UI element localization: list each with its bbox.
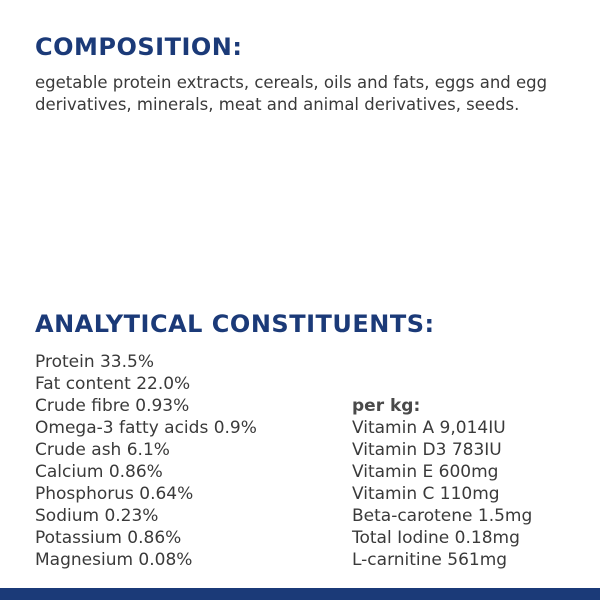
constituent-item: Crude fibre 0.93% <box>35 396 190 416</box>
constituent-item: Calcium 0.86% <box>35 462 163 482</box>
per-kg-item: Total Iodine 0.18mg <box>352 528 520 548</box>
composition-text: egetable protein extracts, cereals, oils and fats, eggs and egg derivatives, minerals, meat and animal derivatives, seeds. <box>35 73 548 114</box>
per-kg-item: L-carnitine 561mg <box>352 550 508 570</box>
constituent-item: Crude ash 6.1% <box>35 440 170 460</box>
constituent-item: Fat content 22.0% <box>35 374 191 394</box>
constituent-item: Magnesium 0.08% <box>35 550 193 570</box>
per-kg-item: Vitamin E 600mg <box>352 462 499 482</box>
constituent-item: Phosphorus 0.64% <box>35 484 194 504</box>
per-kg-list <box>352 395 532 571</box>
per-kg-label: per kg: <box>352 396 421 416</box>
per-kg-item: Vitamin C 110mg <box>352 484 500 504</box>
constituent-item: Sodium 0.23% <box>35 506 159 526</box>
analytical-constituents-heading: ANALYTICAL CONSTITUENTS: <box>35 310 435 338</box>
per-kg-item: Beta-carotene 1.5mg <box>352 506 533 526</box>
bottom-bar <box>0 588 600 600</box>
per-kg-item: Vitamin D3 783IU <box>352 440 502 460</box>
constituents-list <box>35 351 257 571</box>
composition-heading: COMPOSITION: <box>35 33 243 61</box>
constituent-item: Omega-3 fatty acids 0.9% <box>35 418 257 438</box>
constituent-item: Potassium 0.86% <box>35 528 182 548</box>
per-kg-item: Vitamin A 9,014IU <box>352 418 506 438</box>
constituent-item: Protein 33.5% <box>35 352 154 372</box>
